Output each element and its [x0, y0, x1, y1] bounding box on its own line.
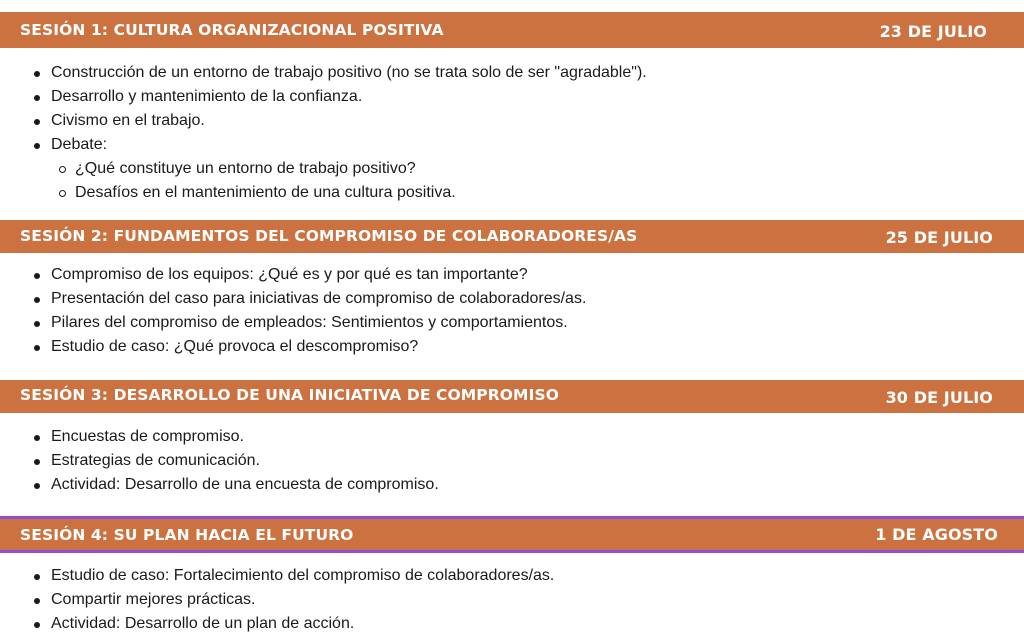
list-item: Compromiso de los equipos: ¿Qué es y por qué es tan importante?	[33, 263, 586, 287]
session-3-list	[33, 425, 439, 497]
list-item: Estrategias de comunicación.	[33, 449, 439, 473]
session-1-sublist-wrap	[33, 157, 456, 205]
session-1-list	[33, 61, 647, 157]
session-3-header	[0, 380, 1024, 413]
session-1-title: SESIÓN 1: CULTURA ORGANIZACIONAL POSITIVA	[20, 21, 444, 39]
session-2-header	[0, 220, 1024, 253]
list-item: Construcción de un entorno de trabajo positivo (no se trata solo de ser "agradable").	[33, 61, 647, 85]
list-item: Debate:	[33, 133, 647, 157]
session-4-title: SESIÓN 4: SU PLAN HACIA EL FUTURO	[20, 526, 354, 544]
session-2-list	[33, 263, 586, 359]
list-item: Actividad: Desarrollo de un plan de acción.	[33, 612, 554, 636]
session-3-title: SESIÓN 3: DESARROLLO DE UNA INICIATIVA DE COMPROMISO	[20, 386, 559, 404]
session-4-date: 1 DE AGOSTO	[875, 525, 998, 544]
session-4-header[interactable]	[0, 516, 1024, 553]
session-2-date: 25 DE JULIO	[885, 228, 993, 247]
sub-list-item: Desafíos en el mantenimiento de una cultura positiva.	[33, 181, 456, 205]
list-item: Estudio de caso: Fortalecimiento del compromiso de colaboradores/as.	[33, 564, 554, 588]
session-1-sublist	[33, 157, 456, 205]
sub-list-item: ¿Qué constituye un entorno de trabajo positivo?	[33, 157, 456, 181]
list-item: Compartir mejores prácticas.	[33, 588, 554, 612]
session-2-title: SESIÓN 2: FUNDAMENTOS DEL COMPROMISO DE COLABORADORES/AS	[20, 227, 638, 245]
session-1-header	[0, 12, 1024, 48]
list-item: Encuestas de compromiso.	[33, 425, 439, 449]
list-item: Desarrollo y mantenimiento de la confianza.	[33, 85, 647, 109]
session-4-list	[33, 564, 554, 636]
list-item: Estudio de caso: ¿Qué provoca el descompromiso?	[33, 335, 586, 359]
list-item: Actividad: Desarrollo de una encuesta de compromiso.	[33, 473, 439, 497]
list-item: Civismo en el trabajo.	[33, 109, 647, 133]
list-item: Presentación del caso para iniciativas de compromiso de colaboradores/as.	[33, 287, 586, 311]
list-item: Pilares del compromiso de empleados: Sentimientos y comportamientos.	[33, 311, 586, 335]
session-1-date: 23 DE JULIO	[879, 22, 987, 41]
session-3-date: 30 DE JULIO	[885, 388, 993, 407]
